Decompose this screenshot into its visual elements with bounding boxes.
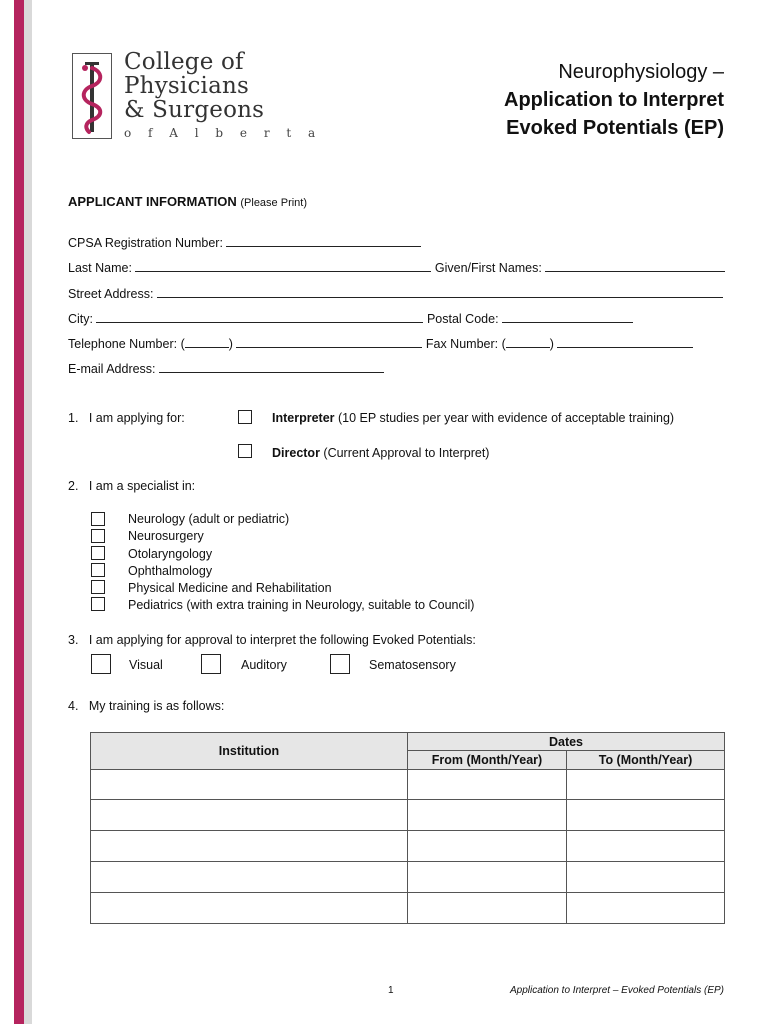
interpreter-checkbox[interactable] bbox=[238, 410, 252, 424]
title-line-2: Application to Interpret bbox=[504, 89, 724, 111]
specialty-checkbox-neurology[interactable] bbox=[91, 512, 105, 526]
specialty-checkbox-neurosurgery[interactable] bbox=[91, 529, 105, 543]
city-input[interactable] bbox=[96, 309, 423, 323]
from-header: From (Month/Year) bbox=[408, 751, 567, 770]
interpreter-option bbox=[272, 411, 674, 425]
street-row bbox=[68, 284, 723, 301]
document-title bbox=[504, 58, 724, 142]
fax-label: Fax Number: ( bbox=[425, 337, 506, 351]
cpsa-label: CPSA Registration Number: bbox=[68, 236, 223, 250]
fax-close: ) bbox=[549, 337, 554, 351]
q1-text: I am applying for: bbox=[88, 411, 185, 425]
institution-cell[interactable] bbox=[91, 893, 408, 924]
dates-header: Dates bbox=[408, 733, 725, 751]
director-desc: (Current Approval to Interpret) bbox=[319, 446, 490, 460]
director-option bbox=[272, 446, 489, 460]
postal-label: Postal Code: bbox=[426, 312, 499, 326]
from-cell[interactable] bbox=[408, 800, 567, 831]
to-cell[interactable] bbox=[567, 893, 725, 924]
auditory-label: Auditory bbox=[241, 658, 287, 672]
email-label: E-mail Address: bbox=[68, 362, 156, 376]
sematosensory-checkbox[interactable] bbox=[330, 654, 350, 674]
institution-cell[interactable] bbox=[91, 831, 408, 862]
specialty-checkbox-otolaryngology[interactable] bbox=[91, 546, 105, 560]
title-line-1: Neurophysiology – bbox=[558, 61, 724, 83]
applicant-heading-note: (Please Print) bbox=[240, 197, 308, 209]
fax-area-input[interactable] bbox=[506, 334, 550, 348]
phone-label: Telephone Number: ( bbox=[68, 337, 185, 351]
auditory-checkbox[interactable] bbox=[201, 654, 221, 674]
applicant-heading: APPLICANT INFORMATION bbox=[68, 194, 237, 209]
sematosensory-label: Sematosensory bbox=[369, 658, 456, 672]
side-stripe-grey bbox=[24, 0, 32, 1024]
specialty-item: Neurology (adult or pediatric) bbox=[128, 512, 290, 526]
logo-emblem bbox=[72, 53, 112, 139]
logo-wordmark bbox=[124, 50, 322, 140]
phone-area-input[interactable] bbox=[185, 334, 229, 348]
question-4 bbox=[68, 699, 224, 713]
to-header: To (Month/Year) bbox=[567, 751, 725, 770]
table-row bbox=[91, 800, 725, 831]
director-label: Director bbox=[272, 446, 320, 460]
q1-number: 1. bbox=[68, 411, 79, 425]
specialty-checkbox-physical-medicine[interactable] bbox=[91, 580, 105, 594]
to-cell[interactable] bbox=[567, 831, 725, 862]
title-line-3: Evoked Potentials (EP) bbox=[506, 117, 724, 139]
to-cell[interactable] bbox=[567, 862, 725, 893]
email-row bbox=[68, 359, 384, 376]
q3-number: 3. bbox=[68, 633, 79, 647]
table-row bbox=[91, 862, 725, 893]
section-heading bbox=[68, 194, 307, 209]
city-row bbox=[68, 309, 633, 326]
specialty-item: Neurosurgery bbox=[128, 529, 204, 544]
email-input[interactable] bbox=[159, 359, 384, 373]
q2-text: I am a specialist in: bbox=[88, 479, 196, 493]
phone-row bbox=[68, 334, 693, 351]
specialty-item: Physical Medicine and Rehabilitation bbox=[128, 581, 332, 596]
q2-number: 2. bbox=[68, 479, 79, 493]
specialty-checkbox-pediatrics[interactable] bbox=[91, 597, 105, 611]
from-cell[interactable] bbox=[408, 893, 567, 924]
specialty-checkboxes bbox=[91, 512, 105, 611]
institution-header: Institution bbox=[91, 733, 408, 770]
side-stripe-accent bbox=[14, 0, 24, 1024]
logo-line-3: & Surgeons bbox=[124, 97, 265, 123]
fax-input[interactable] bbox=[557, 334, 693, 348]
table-row bbox=[91, 893, 725, 924]
caduceus-icon bbox=[73, 54, 111, 138]
specialty-item: Otolaryngology bbox=[128, 546, 213, 561]
logo-line-4: o f A l b e r t a bbox=[124, 126, 322, 140]
question-1 bbox=[68, 411, 185, 425]
table-row bbox=[91, 770, 725, 800]
table-row bbox=[91, 831, 725, 862]
institution-cell[interactable] bbox=[91, 862, 408, 893]
page-number: 1 bbox=[388, 985, 394, 996]
q4-number: 4. bbox=[68, 699, 79, 713]
q4-text: My training is as follows: bbox=[88, 699, 225, 713]
from-cell[interactable] bbox=[408, 831, 567, 862]
from-cell[interactable] bbox=[408, 770, 567, 800]
visual-label: Visual bbox=[129, 658, 163, 672]
last-name-input[interactable] bbox=[135, 258, 431, 272]
phone-close: ) bbox=[228, 337, 233, 351]
cpsa-input[interactable] bbox=[226, 233, 421, 247]
city-label: City: bbox=[68, 312, 93, 326]
given-name-input[interactable] bbox=[545, 258, 725, 272]
interpreter-desc: (10 EP studies per year with evidence of acceptable training) bbox=[334, 411, 675, 425]
director-checkbox[interactable] bbox=[238, 444, 252, 458]
specialty-item: Ophthalmology bbox=[128, 563, 213, 578]
cpsa-row bbox=[68, 233, 421, 250]
street-label: Street Address: bbox=[68, 287, 154, 301]
phone-input[interactable] bbox=[236, 334, 422, 348]
street-input[interactable] bbox=[157, 284, 723, 298]
logo-line-1: College of bbox=[124, 49, 244, 75]
interpreter-label: Interpreter bbox=[272, 411, 335, 425]
specialty-list bbox=[128, 511, 474, 615]
from-cell[interactable] bbox=[408, 862, 567, 893]
to-cell[interactable] bbox=[567, 800, 725, 831]
given-name-label: Given/First Names: bbox=[434, 261, 542, 275]
q3-text: I am applying for approval to interpret the following Evoked Potentials: bbox=[88, 633, 476, 647]
specialty-item: Pediatrics (with extra training in Neurology, suitable to Council) bbox=[128, 598, 475, 613]
to-cell[interactable] bbox=[567, 770, 725, 800]
question-3 bbox=[68, 633, 476, 647]
institution-cell[interactable] bbox=[91, 800, 408, 831]
specialty-checkbox-ophthalmology[interactable] bbox=[91, 563, 105, 577]
footer-doc-title: Application to Interpret – Evoked Potentials (EP) bbox=[509, 985, 724, 996]
question-2 bbox=[68, 479, 195, 493]
postal-input[interactable] bbox=[502, 309, 633, 323]
institution-cell[interactable] bbox=[91, 770, 408, 800]
training-table bbox=[90, 732, 725, 924]
name-row bbox=[68, 258, 725, 275]
visual-checkbox[interactable] bbox=[91, 654, 111, 674]
last-name-label: Last Name: bbox=[68, 261, 132, 275]
logo-line-2: Physicians bbox=[124, 73, 250, 99]
